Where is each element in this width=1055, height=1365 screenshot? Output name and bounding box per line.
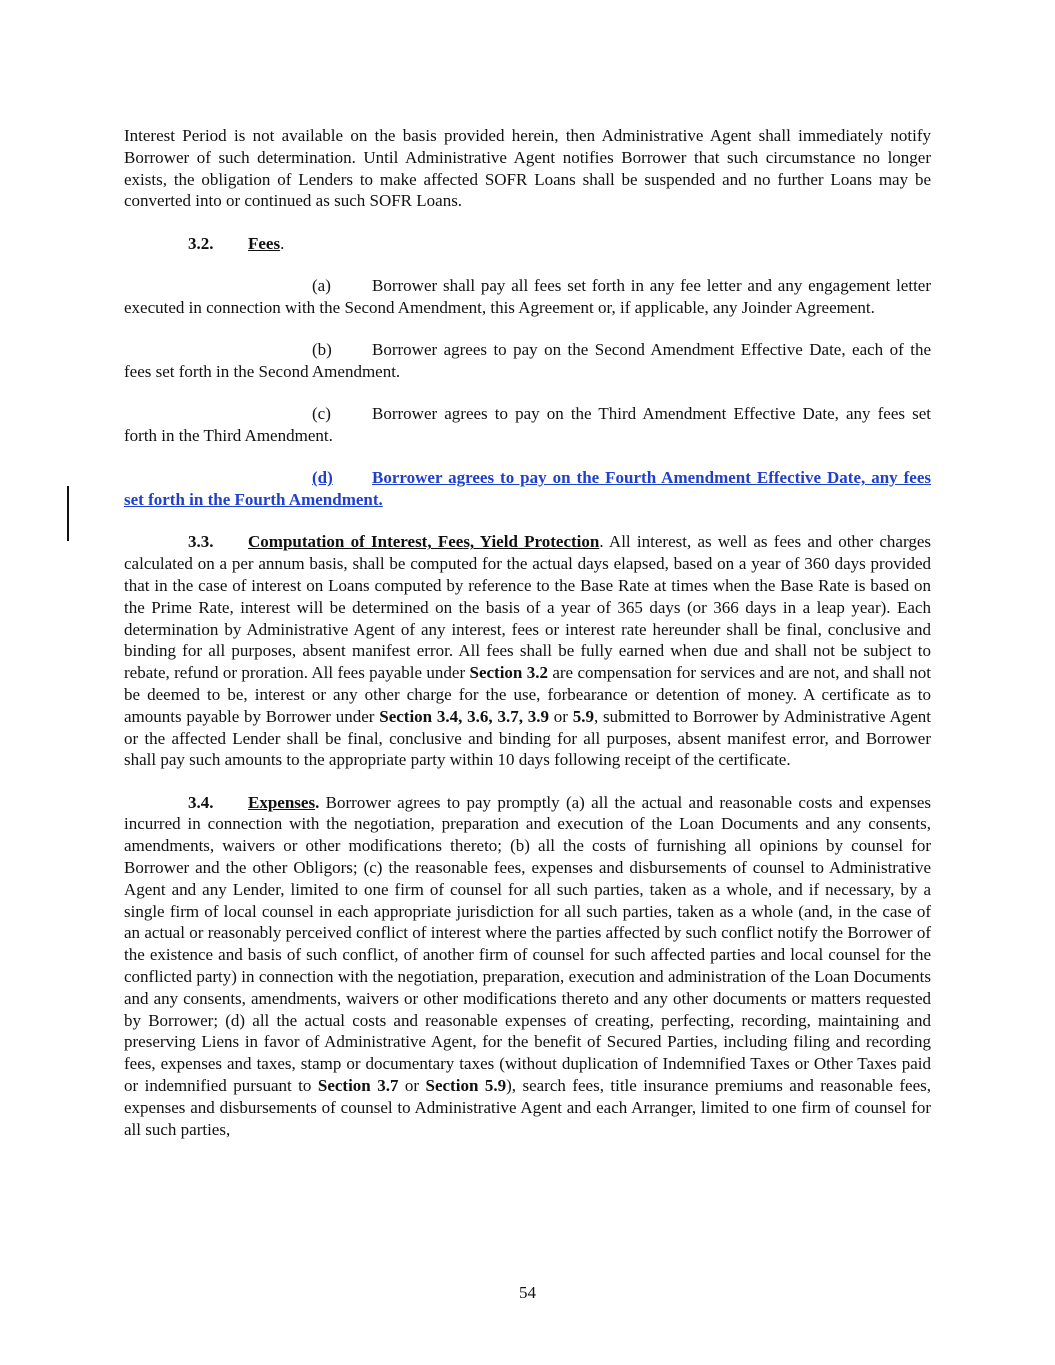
section-3-4 (124, 792, 931, 1141)
section-title: Expenses (248, 792, 316, 812)
clause-3-2-d-inserted (124, 467, 931, 511)
clause-label: (a) (312, 275, 331, 295)
section-text-3: or (549, 706, 573, 726)
section-number: 3.4. (188, 792, 214, 812)
clause-3-2-b (124, 339, 931, 383)
clause-3-2-a (124, 275, 931, 319)
section-text-3: ), search fees, title insurance premiums and reasonable fees, expenses and disbursements of counsel to Administrative Agent and each Arranger, limited to one firm of counsel for all such parties, (124, 1075, 932, 1139)
clause-label: (d) (312, 468, 333, 488)
section-text-1: Borrower agrees to pay promptly (a) all the actual and reasonable costs and expenses incurred in connection with the negotiation, preparation and execution of the Loan Documents and any consents, amendments, waivers or other modifications thereto; (b) all the costs of furnishing all opinions by counsel for Borrower and the other Obligors; (c) the reasonable fees, expenses and disbursements of counsel to Administrative Agent and any Lender, limited to one firm of counsel for all such parties, taken as a whole, and if necessary, by a single firm of local counsel in each appropriate jurisdiction for all such parties, taken as a whole (and, in the case of an actual or reasonably perceived conflict of interest where the parties affected by such conflict notify the Borrower of the existence and basis of such conflict, of another firm of counsel for such affected parties and local counsel for the conflicted party) in connection with the negotiation, preparation, execution and administration of the Loan Documents and any consents, amendments, waivers or other modifications thereto and any other documents or matters requested by Borrower; (d) all the actual costs and reasonable expenses of creating, perfecting, recording, maintaining and preserving Liens in favor of Administrative Agent, for the benefit of Secured Parties, including filing and recording fees, expenses and taxes, stamp or documentary taxes (without duplication of Indemnified Taxes or Other Taxes paid or indemnified pursuant to (124, 792, 931, 1095)
revision-change-bar (67, 486, 69, 541)
section-text-2: are compensation for services and are not, and shall not be deemed to be, interest or any other charge for the use, forbearance or detention of money. A certificate as to amounts payable by Borrower under (124, 663, 931, 726)
clause-text: Borrower shall pay all fees set forth in any fee letter and any engagement letter executed in connection with the Second Amendment, this Agreement or, if applicable, any Joinder Agreement. (124, 275, 931, 317)
clause-3-2-c (124, 403, 931, 447)
section-text-2: or (398, 1075, 426, 1095)
section-title-tail: . (280, 233, 285, 253)
section-number: 3.2. (188, 233, 214, 253)
section-title: Fees (248, 233, 281, 253)
section-ref: Section 3.2 (469, 663, 548, 683)
section-ref: Section 3.7 (317, 1075, 399, 1095)
clause-text: Borrower agrees to pay on the Second Amendment Effective Date, each of the fees set forth in the Second Amendment. (124, 340, 931, 381)
section-number: 3.3. (188, 532, 214, 552)
section-3-2-heading (124, 233, 931, 255)
section-title: Computation of Interest, Fees, Yield Protection (248, 532, 600, 552)
document-page (124, 125, 931, 1140)
section-title-tail: . (315, 792, 320, 812)
section-text-1: . All interest, as well as fees and other charges calculated on a per annum basis, shall be computed for the actual days elapsed, based on a year of 360 days provided that in the case of interest on Loans computed by reference to the Base Rate at times when the Base Rate is based on the Prime Rate, interest will be determined on the basis of a year of 365 days (or 366 days in a leap year). Each determination by Administrative Agent of any interest, fees or interest rate hereunder shall be final, conclusive and binding for all purposes, absent manifest error. All fees shall be fully earned when due and shall not be subject to rebate, refund or proration. All fees payable under (124, 532, 931, 683)
page-number: 54 (519, 1283, 536, 1302)
section-text-4: , submitted to Borrower by Administrative Agent or the affected Lender shall be final, conclusive and binding for all purposes, absent manifest error, and Borrower shall pay such amounts to the appropriate party within 10 days following receipt of the certificate. (124, 706, 931, 770)
clause-label: (c) (312, 404, 331, 424)
section-3-3 (124, 531, 931, 771)
clause-text: Borrower agrees to pay on the Third Amendment Effective Date, any fees set forth in the Third Amendment. (124, 404, 931, 445)
clause-text: Borrower agrees to pay on the Fourth Amendment Effective Date, any fees set forth in the Fourth Amendment. (124, 468, 931, 510)
section-ref: 5.9 (572, 706, 594, 726)
section-ref: Section 3.4, 3.6, 3.7, 3.9 (379, 706, 549, 726)
continued-paragraph: Interest Period is not available on the basis provided herein, then Administrative Agent shall immediately notify Borrower of such determination. Until Administrative Agent notifies Borrower that such circumstance no longer exists, the obligation of Lenders to make affected SOFR Loans shall be suspended and no further Loans may be converted into or continued as such SOFR Loans. (124, 126, 931, 211)
section-ref: Section 5.9 (425, 1075, 507, 1095)
clause-label: (b) (312, 340, 332, 360)
